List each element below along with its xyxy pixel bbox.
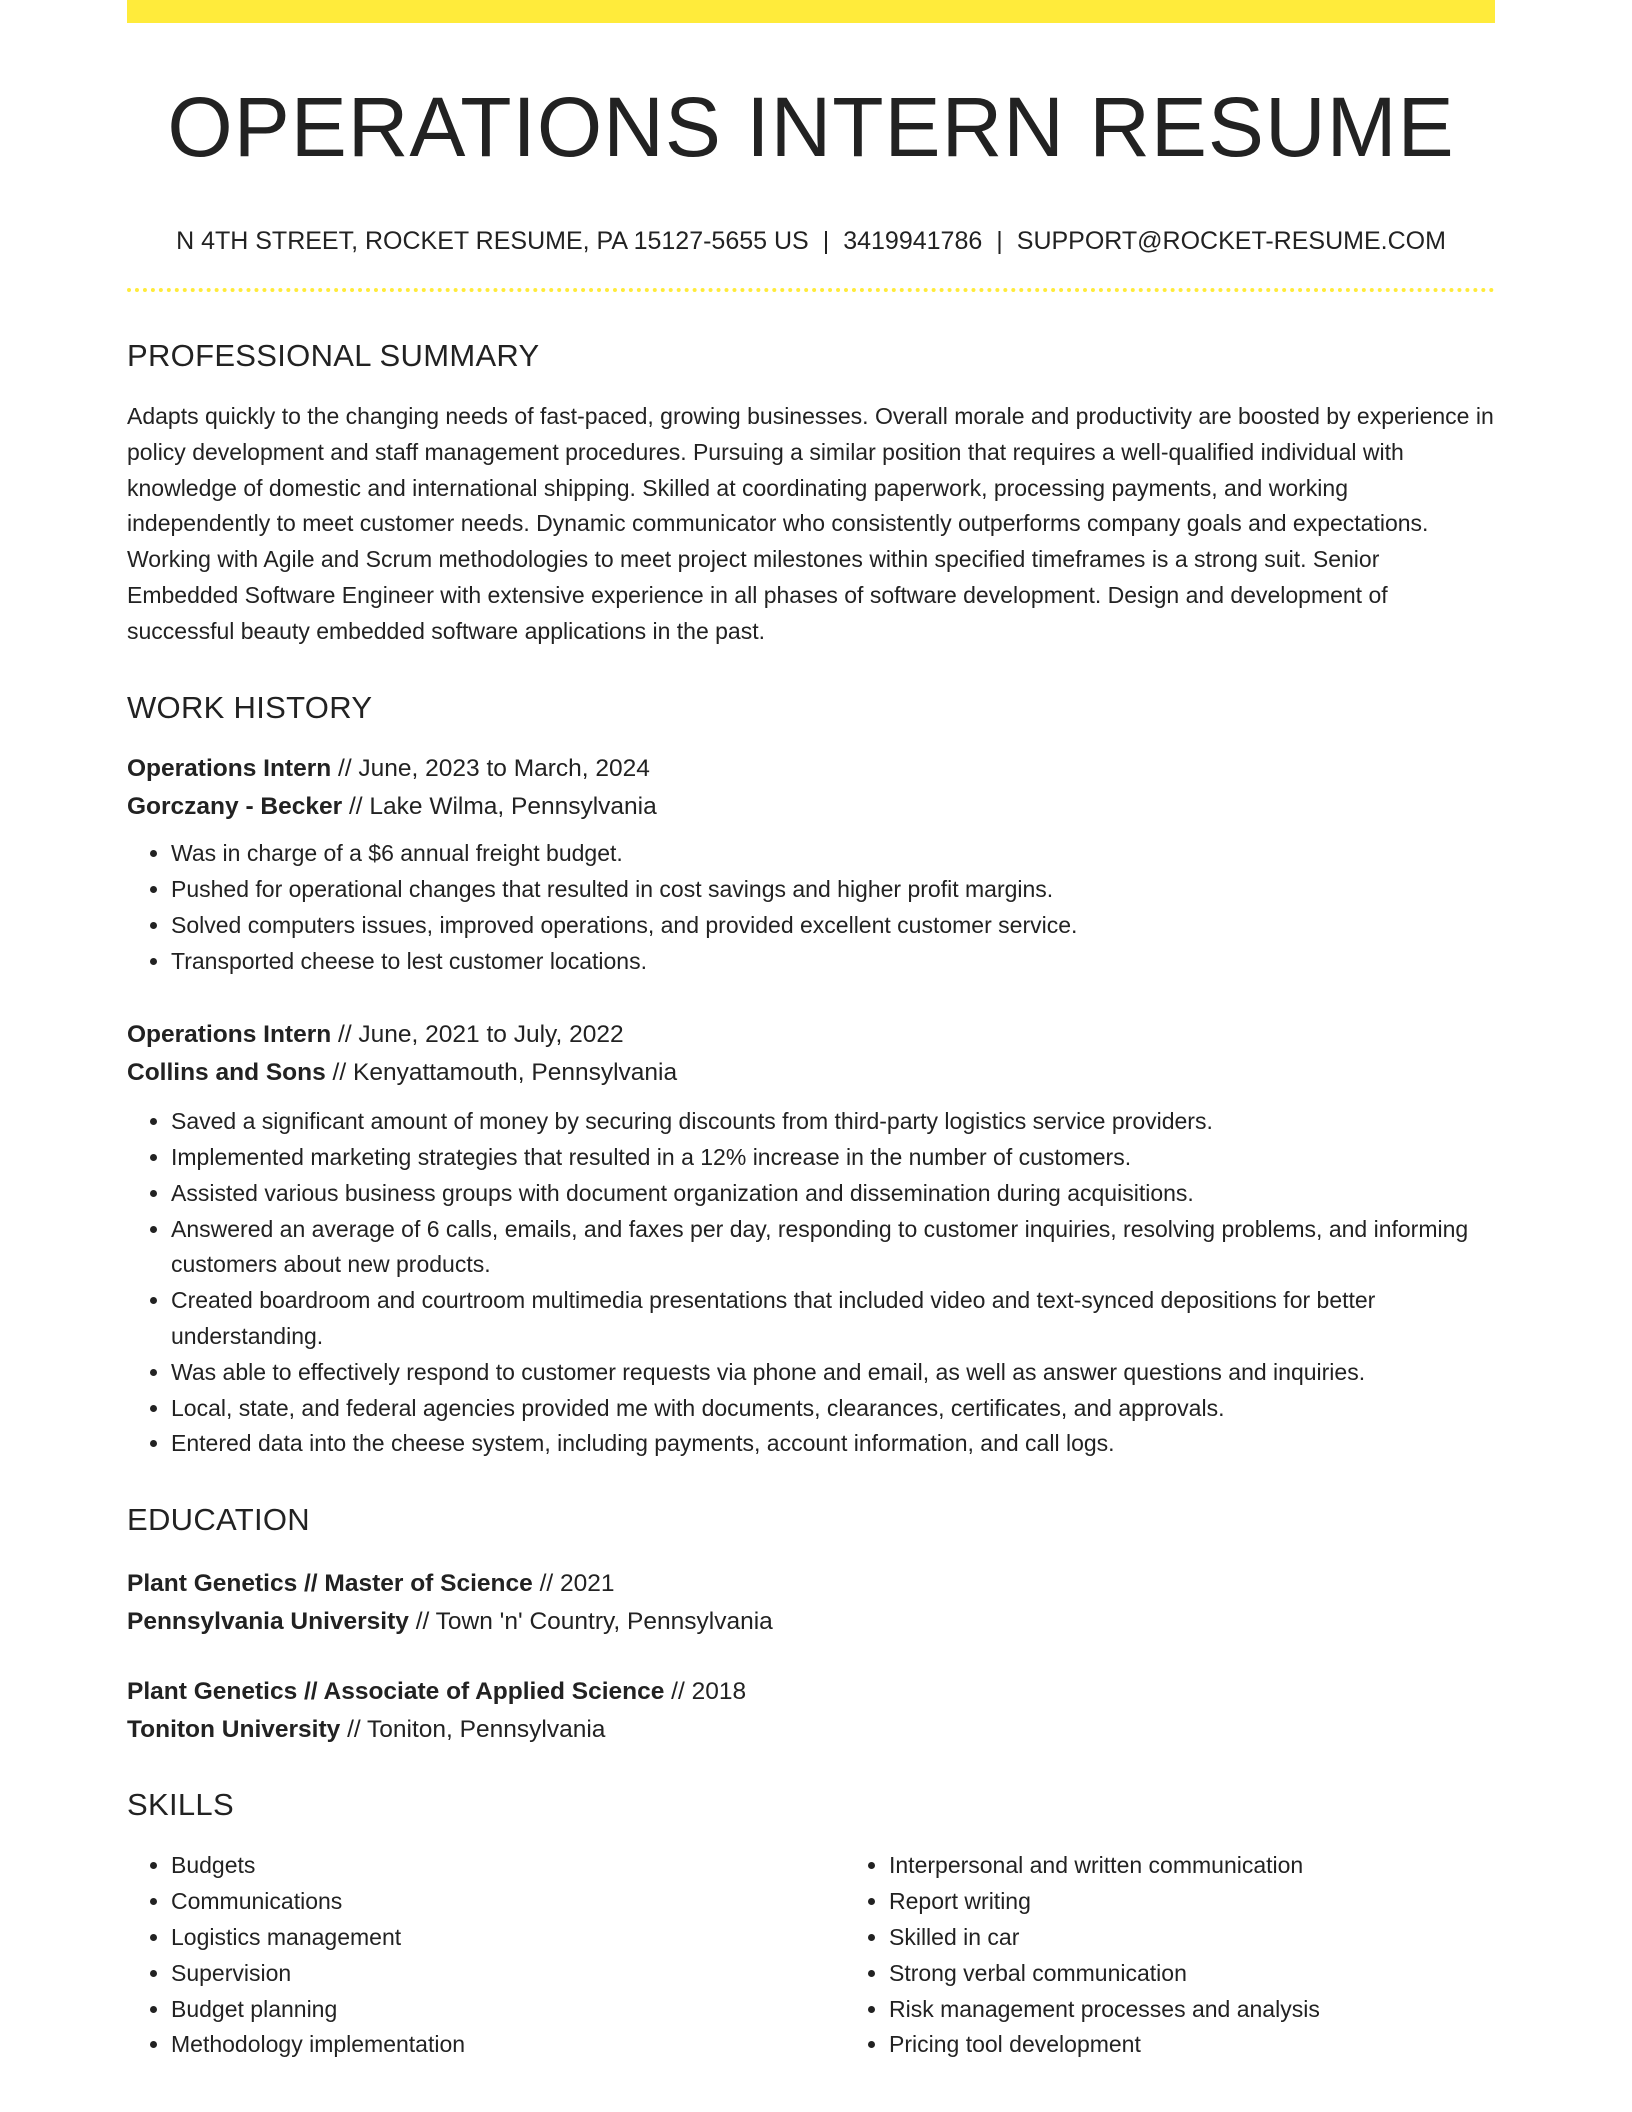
list-item: • Was in charge of a $6 annual freight budget.	[171, 836, 1495, 872]
resume-page	[127, 0, 1495, 2063]
list-item: • Transported cheese to lest customer locations.	[171, 944, 1495, 980]
job-dates: // June, 2023 to March, 2024	[331, 754, 650, 782]
job-company-line	[127, 1057, 1495, 1089]
list-item: • Logistics management	[171, 1920, 845, 1956]
dotted-divider	[127, 288, 1495, 292]
list-item: • Risk management processes and analysis	[889, 1992, 1563, 2028]
education-heading: EDUCATION	[127, 1502, 310, 1538]
list-item: • Pushed for operational changes that resulted in cost savings and higher profit margins.	[171, 872, 1495, 908]
school-location: // Toniton, Pennsylvania	[340, 1715, 606, 1743]
list-item: • Assisted various business groups with document organization and dissemination during acquisitions.	[171, 1176, 1495, 1212]
contact-separator: |	[822, 227, 830, 255]
list-item: • Was able to effectively respond to customer requests via phone and email, as well as answer questions and inquiries.	[171, 1355, 1495, 1391]
email: SUPPORT@ROCKET-RESUME.COM	[1016, 227, 1446, 255]
contact-separator: |	[996, 227, 1003, 255]
skills-right-list	[845, 1848, 1563, 2063]
list-item: • Supervision	[171, 1956, 845, 1992]
summary-heading: PROFESSIONAL SUMMARY	[127, 338, 540, 373]
job-bullets	[127, 836, 1495, 979]
summary-text: Adapts quickly to the changing needs of fast-paced, growing businesses. Overall morale and productivity are boosted by experience in policy development and staff management procedures. Pursuing a similar position that requires a well-qualified individual with knowledge of domestic and international shipping. Skilled at coordinating paperwork, processing payments, and working independently to meet customer needs. Dynamic communicator who consistently outperforms company goals and expectations. Working with Agile and Scrum methodologies to meet project milestones within specified timeframes is a strong suit. Senior Embedded Software Engineer with extensive experience in all phases of software development. Design and development of successful beauty embedded software applications in the past.	[127, 403, 1494, 644]
list-item: • Communications	[171, 1884, 845, 1920]
job-company-line	[127, 791, 1495, 823]
job-bullets	[127, 1104, 1495, 1462]
degree: Plant Genetics // Associate of Applied Science	[127, 1677, 665, 1705]
school-location: // Town 'n' Country, Pennsylvania	[408, 1607, 773, 1635]
list-item: • Report writing	[889, 1884, 1563, 1920]
address: N 4TH STREET, ROCKET RESUME, PA 15127-5655 US	[176, 227, 809, 255]
list-item: • Local, state, and federal agencies provided me with documents, clearances, certificates, and approvals.	[171, 1391, 1495, 1427]
list-item: • Pricing tool development	[889, 2027, 1563, 2063]
resume-title: OPERATIONS INTERN RESUME	[167, 80, 1455, 174]
school: Pennsylvania University	[127, 1607, 409, 1635]
skills-left-list	[127, 1848, 845, 2063]
list-item: • Skilled in car	[889, 1920, 1563, 1956]
job-dates: // June, 2021 to July, 2022	[331, 1021, 624, 1049]
school-line	[127, 1606, 1495, 1638]
job-title-line	[127, 1019, 1495, 1051]
list-item: • Saved a significant amount of money by securing discounts from third-party logistics service providers.	[171, 1104, 1495, 1140]
job-company: Gorczany - Becker	[127, 793, 343, 821]
phone: 3419941786	[843, 227, 983, 255]
list-item: • Budgets	[171, 1848, 845, 1884]
job-entry	[127, 753, 1495, 980]
job-location: // Kenyattamouth, Pennsylvania	[325, 1059, 678, 1087]
contact-line	[127, 229, 1495, 254]
job-role: Operations Intern	[127, 754, 332, 782]
job-role: Operations Intern	[127, 1021, 332, 1049]
degree-line	[127, 1568, 1495, 1600]
list-item: • Methodology implementation	[171, 2027, 845, 2063]
list-item: • Answered an average of 6 calls, emails, and faxes per day, responding to customer inquiries, resolving problems, and informing customers about new products.	[171, 1212, 1495, 1284]
list-item: • Implemented marketing strategies that resulted in a 12% increase in the number of customers.	[171, 1140, 1495, 1176]
degree-year: // 2018	[664, 1677, 747, 1705]
top-accent-bar	[127, 0, 1495, 23]
degree-line	[127, 1676, 1495, 1708]
skills-heading: SKILLS	[127, 1787, 234, 1823]
school-line	[127, 1714, 1495, 1746]
list-item: • Strong verbal communication	[889, 1956, 1563, 1992]
school: Toniton University	[127, 1715, 341, 1743]
job-company: Collins and Sons	[127, 1059, 326, 1087]
list-item: • Interpersonal and written communication	[889, 1848, 1563, 1884]
list-item: • Solved computers issues, improved operations, and provided excellent customer service.	[171, 908, 1495, 944]
list-item: • Entered data into the cheese system, including payments, account information, and call logs.	[171, 1426, 1495, 1462]
degree-year: // 2021	[532, 1570, 615, 1598]
skills-columns	[127, 1848, 1495, 2063]
education-entry	[127, 1568, 1495, 1638]
list-item: • Budget planning	[171, 1992, 845, 2028]
job-entry	[127, 1019, 1495, 1462]
job-title-line	[127, 753, 1495, 785]
work-history-heading: WORK HISTORY	[127, 689, 373, 725]
education-entry	[127, 1676, 1495, 1746]
list-item: • Created boardroom and courtroom multimedia presentations that included video and text-synced depositions for better understanding.	[171, 1283, 1495, 1355]
job-location: // Lake Wilma, Pennsylvania	[342, 793, 657, 821]
degree: Plant Genetics // Master of Science	[127, 1570, 533, 1598]
